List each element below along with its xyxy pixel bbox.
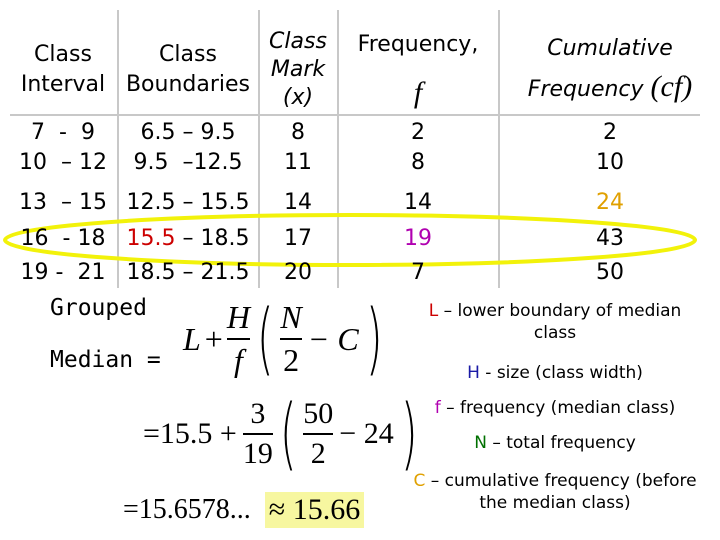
row-1-mark: 8 (291, 120, 305, 145)
legend-c: C – cumulative frequency (before the median class) (413, 471, 697, 513)
row-2-interval: 10 – 12 (19, 150, 107, 175)
row-3-interval: 13 – 15 (19, 190, 107, 215)
header-class-boundaries: Class Boundaries (125, 42, 251, 97)
median-substitution: =15.5 + $\frac{3}{19}$ ( $\frac{50}{2}$ − 24 ) (143, 389, 418, 479)
row-5-boundaries: 18.5 – 21.5 (126, 260, 250, 285)
row-2-cumulative: 10 (596, 150, 624, 175)
legend-l: L – lower boundary of median class (428, 301, 682, 343)
row-4-frequency: 19 (404, 226, 432, 251)
row-1-interval: 7 - 9 (31, 120, 95, 145)
header-cumulative-frequency: Cumulative Frequency (cf) (527, 36, 693, 103)
median-formula: L + $\frac{H}{f}$ ( $\frac{N}{2}$ − C ) (183, 294, 383, 384)
row-5-mark: 20 (284, 260, 312, 285)
legend-f: f – frequency (median class) (434, 398, 676, 418)
header-class-mark: Class Mark (x) (269, 29, 327, 110)
row-5-interval: 19 - 21 (20, 260, 106, 285)
row-4-boundaries: 15.5 – 18.5 (126, 226, 250, 251)
row-2-frequency: 8 (411, 150, 425, 175)
row-3-frequency: 14 (404, 190, 432, 215)
row-1-boundaries: 6.5 – 9.5 (140, 120, 236, 145)
answer-box: ≈ 15.66 (265, 492, 364, 528)
row-3-cumulative: 24 (596, 190, 624, 215)
row-1-cumulative: 2 (603, 120, 617, 145)
row-4-interval: 16 - 18 (20, 226, 106, 251)
row-5-frequency: 7 (411, 260, 425, 285)
row-2-boundaries: 9.5 –12.5 (133, 150, 243, 175)
median-lower-boundary: 15.5 (126, 226, 176, 251)
legend-h: H - size (class width) (467, 363, 643, 383)
h-over-f-fraction: $\frac{H}{f}$ (226, 299, 250, 378)
row-3-mark: 14 (284, 190, 312, 215)
row-4-cumulative: 43 (596, 226, 624, 251)
row-5-cumulative: 50 (596, 260, 624, 285)
header-divider (10, 114, 700, 116)
row-2-mark: 11 (284, 150, 312, 175)
median-result: =15.6578... ≈ 15.66 (123, 492, 364, 528)
header-frequency: Frequency, f (357, 32, 479, 109)
row-1-frequency: 2 (411, 120, 425, 145)
legend-n: N – total frequency (474, 433, 636, 453)
row-4-mark: 17 (284, 226, 312, 251)
row-3-boundaries: 12.5 – 15.5 (126, 190, 250, 215)
n-over-2-fraction: $\frac{N}{2}$ (280, 299, 302, 378)
formula-title: Grouped Median = (50, 295, 161, 373)
header-class-interval: Class Interval (20, 42, 106, 97)
